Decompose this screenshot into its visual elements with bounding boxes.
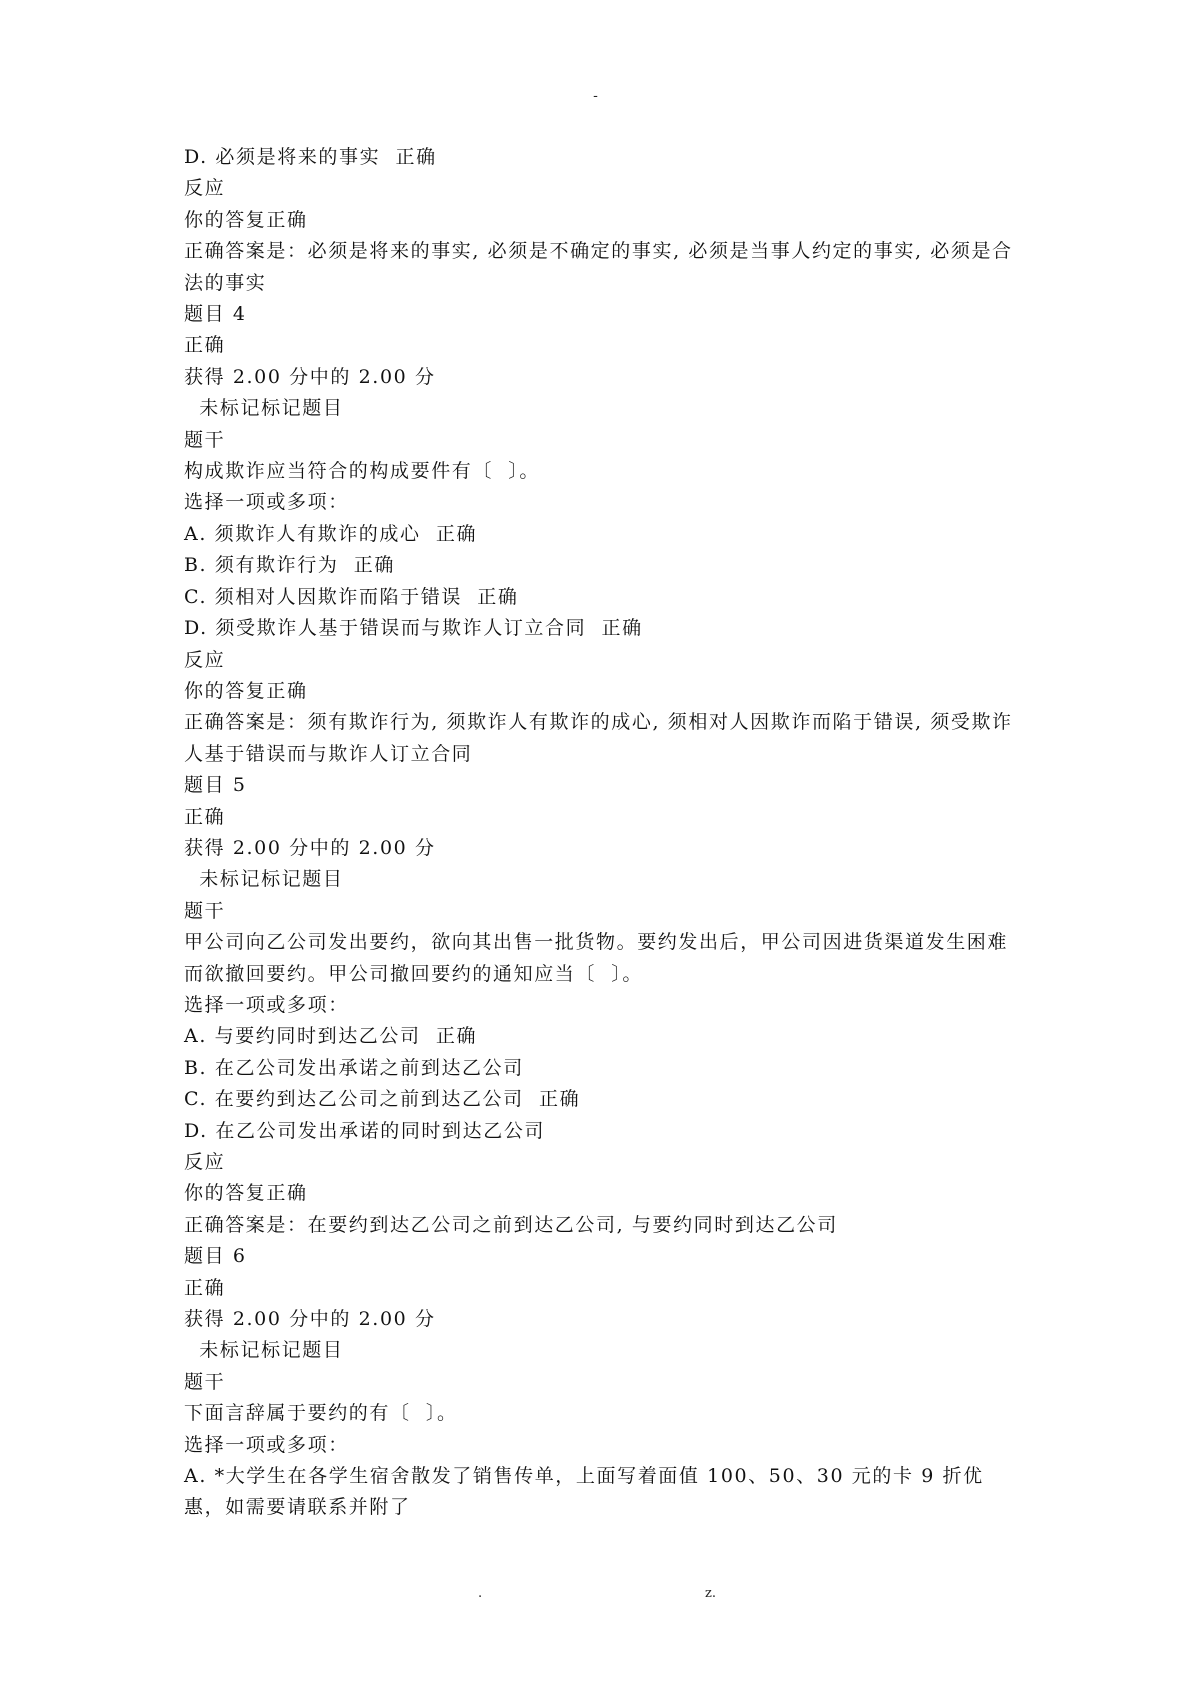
option-b: B. 须有欺诈行为 正确	[184, 554, 395, 577]
question-stem-label: 题干	[184, 1370, 226, 1393]
option-b: B. 在乙公司发出承诺之前到达乙公司	[184, 1056, 524, 1079]
question-text: 甲公司向乙公司发出要约，欲向其出售一批货物。要约发出后，甲公司因进货渠道发生困难而欲撤回要约。甲公司撤回要约的通知应当〔 〕。	[184, 931, 1009, 985]
question-number: 题目 4	[184, 303, 247, 326]
feedback-heading: 反应	[184, 177, 226, 200]
flag-question[interactable]: 未标记标记题目	[184, 868, 344, 891]
question-text: 构成欺诈应当符合的构成要件有〔 〕。	[184, 460, 540, 483]
question-score: 获得 2.00 分中的 2.00 分	[184, 1308, 436, 1331]
option-c: C. 须相对人因欺诈而陷于错误 正确	[184, 585, 519, 608]
question-number: 题目 6	[184, 1245, 247, 1268]
answer-status: 你的答复正确	[184, 679, 308, 702]
question-status: 正确	[184, 1276, 226, 1299]
option-d-line: D. 必须是将来的事实 正确	[184, 146, 437, 168]
choice-instruction: 选择一项或多项：	[184, 491, 349, 514]
correct-answer: 正确答案是：须有欺诈行为, 须欺诈人有欺诈的成心, 须相对人因欺诈而陷于错误, 须受欺诈人基于错误而与欺诈人订立合同	[184, 711, 1013, 765]
footer-left-mark: .	[478, 1586, 483, 1601]
question-stem-label: 题干	[184, 899, 226, 922]
flag-question[interactable]: 未标记标记题目	[184, 1339, 344, 1362]
correct-answer: 正确答案是：在要约到达乙公司之前到达乙公司, 与要约同时到达乙公司	[184, 1213, 838, 1236]
flag-question[interactable]: 未标记标记题目	[184, 397, 344, 420]
feedback-heading: 反应	[184, 648, 226, 671]
answer-status: 你的答复正确	[184, 1182, 308, 1205]
correct-answer: 正确答案是：必须是将来的事实, 必须是不确定的事实, 必须是当事人约定的事实, 必须是合法的事实	[184, 240, 1013, 294]
option-a: A. 与要约同时到达乙公司 正确	[184, 1025, 478, 1048]
question-score: 获得 2.00 分中的 2.00 分	[184, 836, 436, 859]
answer-status: 你的答复正确	[184, 208, 308, 231]
option-d: D. 须受欺诈人基于错误而与欺诈人订立合同 正确	[184, 617, 643, 640]
question-score: 获得 2.00 分中的 2.00 分	[184, 365, 436, 388]
option-a: A. *大学生在各学生宿舍散发了销售传单，上面写着面值 100、50、30 元的卡 9 折优惠，如需要请联系并附了	[184, 1465, 984, 1519]
question-text: 下面言辞属于要约的有〔 〕。	[184, 1402, 458, 1425]
question-stem-label: 题干	[184, 428, 226, 451]
choice-instruction: 选择一项或多项：	[184, 1433, 349, 1456]
question-number: 题目 5	[184, 774, 247, 797]
document-body	[184, 142, 1024, 1524]
question-status: 正确	[184, 805, 226, 828]
feedback-heading: 反应	[184, 1151, 226, 1173]
option-a: A. 须欺诈人有欺诈的成心 正确	[184, 522, 478, 545]
option-d: D. 在乙公司发出承诺的同时到达乙公司	[184, 1119, 546, 1142]
footer-right-mark: z.	[705, 1586, 716, 1601]
option-c: C. 在要约到达乙公司之前到达乙公司 正确	[184, 1088, 581, 1111]
page-footer	[0, 1586, 1191, 1606]
question-status: 正确	[184, 334, 226, 357]
choice-instruction: 选择一项或多项：	[184, 993, 349, 1016]
page-header-mark: -	[593, 88, 598, 104]
